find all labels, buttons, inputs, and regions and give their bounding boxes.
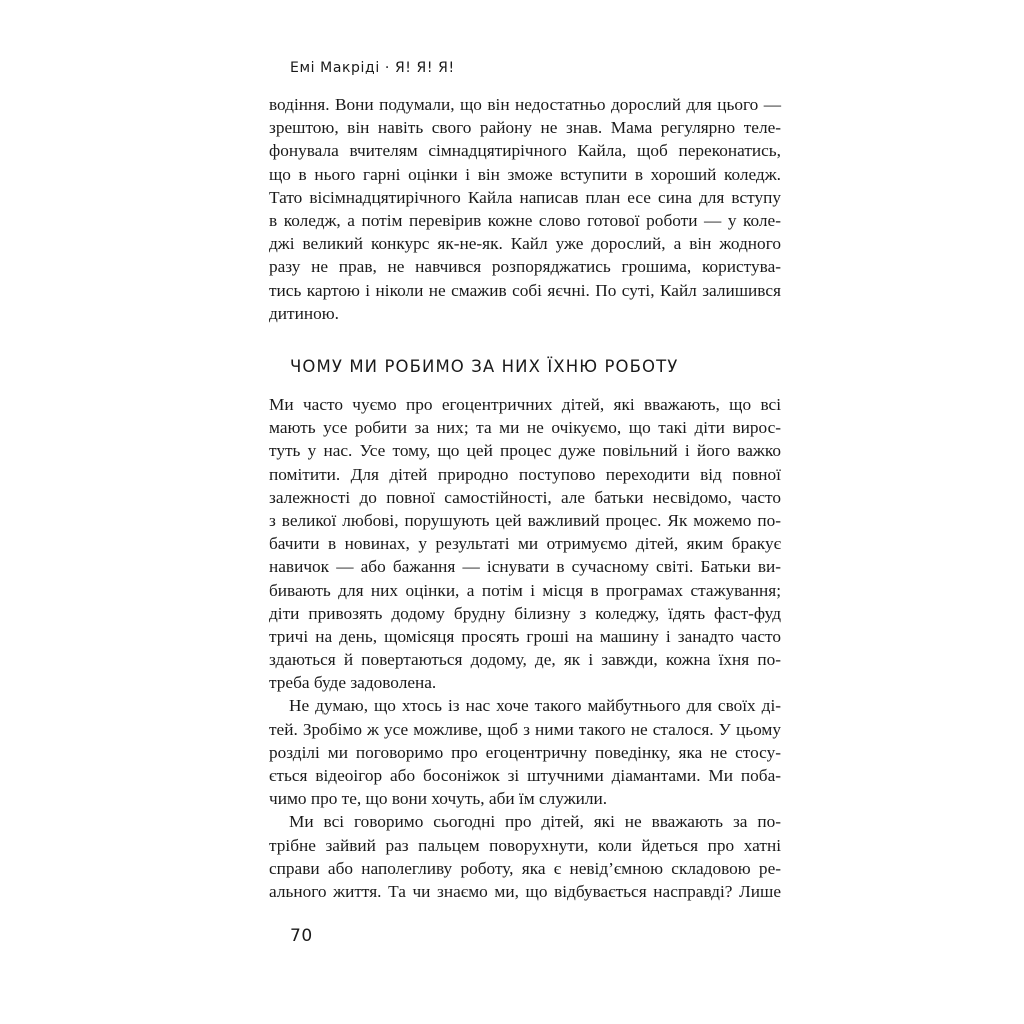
text-line: Не думаю, що хтось із нас хоче такого майбутнього для своїх ді-	[289, 696, 781, 716]
paragraph-3	[269, 694, 781, 810]
text-line: навичок — або бажання — існувати в сучасному світі. Батьки ви-	[269, 557, 781, 577]
text-line: тричі на день, щомісяця просять гроші на машину і занадто часто	[269, 626, 781, 646]
section-heading: ЧОМУ МИ РОБИМО ЗА НИХ ЇХНЮ РОБОТУ	[290, 357, 679, 376]
text-line: треба буде задоволена.	[269, 673, 437, 693]
text-line: справи або наполегливу роботу, яка є невід’ємною складовою ре-	[269, 858, 781, 878]
paragraph-4	[269, 810, 781, 903]
text-line: трібне зайвий раз пальцем поворухнути, коли йдеться про хатні	[269, 835, 781, 855]
text-line: помітити. Для дітей природно поступово переходити від повної	[269, 464, 781, 484]
text-line: в коледж, а потім перевірив кожне слово готової роботи — у коле-	[269, 210, 781, 230]
text-line: разу не прав, не навчився розпоряджатись грошима, користува-	[269, 257, 781, 277]
text-line: розділі ми поговоримо про егоцентричну поведінку, яка не стосу-	[269, 742, 781, 762]
running-head: Емі Макріді · Я! Я! Я!	[290, 60, 455, 76]
text-line: туть у нас. Усе тому, що цей процес дуже повільний і його важко	[269, 441, 781, 461]
text-line: що в нього гарні оцінки і він зможе вступити в хороший коледж.	[269, 164, 781, 184]
text-line: зрештою, він навіть свого району не знав. Мама регулярно теле-	[269, 118, 781, 138]
text-line: Ми часто чуємо про егоцентричних дітей, які вважають, що всі	[269, 395, 781, 414]
text-line: водіння. Вони подумали, що він недостатньо дорослий для цього —	[269, 95, 781, 114]
text-line: Тато вісімнадцятирічного Кайла написав план есе сина для вступу	[269, 187, 781, 207]
text-line: з великої любові, порушують цей важливий процес. Як можемо по-	[269, 510, 781, 530]
text-line: чимо про те, що вони хочуть, аби їм служили.	[269, 789, 608, 809]
text-line: діти привозять додому брудну білизну з коледжу, їдять фаст-фуд	[269, 603, 781, 623]
text-line: здаються й повертаються додому, де, як і завжди, кожна їхня по-	[269, 650, 781, 670]
paragraph-2	[269, 393, 781, 694]
text-line: фонувала вчителям сімнадцятирічного Кайла, щоб переконатись,	[269, 141, 781, 161]
paragraph-1	[269, 93, 781, 325]
text-line: бивають для них оцінки, а потім і місця в програмах стажування;	[269, 580, 781, 600]
text-line: джі великий конкурс як-не-як. Кайл уже дорослий, а він жодного	[269, 234, 781, 254]
text-line: тей. Зробімо ж усе можливе, щоб з ними такого не сталося. У цьому	[269, 719, 781, 739]
text-line: дитиною.	[269, 303, 339, 323]
text-line: тись картою і ніколи не смажив собі яєчні. По суті, Кайл залишився	[269, 280, 781, 300]
body-text	[269, 393, 781, 903]
text-line: залежності до повної самостійності, але батьки несвідомо, часто	[269, 487, 781, 507]
text-line: бачити в новинах, у результаті ми отримуємо дітей, яким бракує	[269, 534, 781, 554]
text-line: ального життя. Та чи знаємо ми, що відбувається насправді? Лише	[269, 881, 781, 901]
text-line: Ми всі говоримо сьогодні про дітей, які не вважають за по-	[289, 812, 781, 832]
text-line: ється відеоігор або босоніжок зі штучними діамантами. Ми поба-	[269, 766, 781, 785]
page-number: 70	[290, 926, 313, 946]
text-line: мають усе робити за них; та ми не очікуємо, що такі діти вирос-	[269, 418, 781, 438]
